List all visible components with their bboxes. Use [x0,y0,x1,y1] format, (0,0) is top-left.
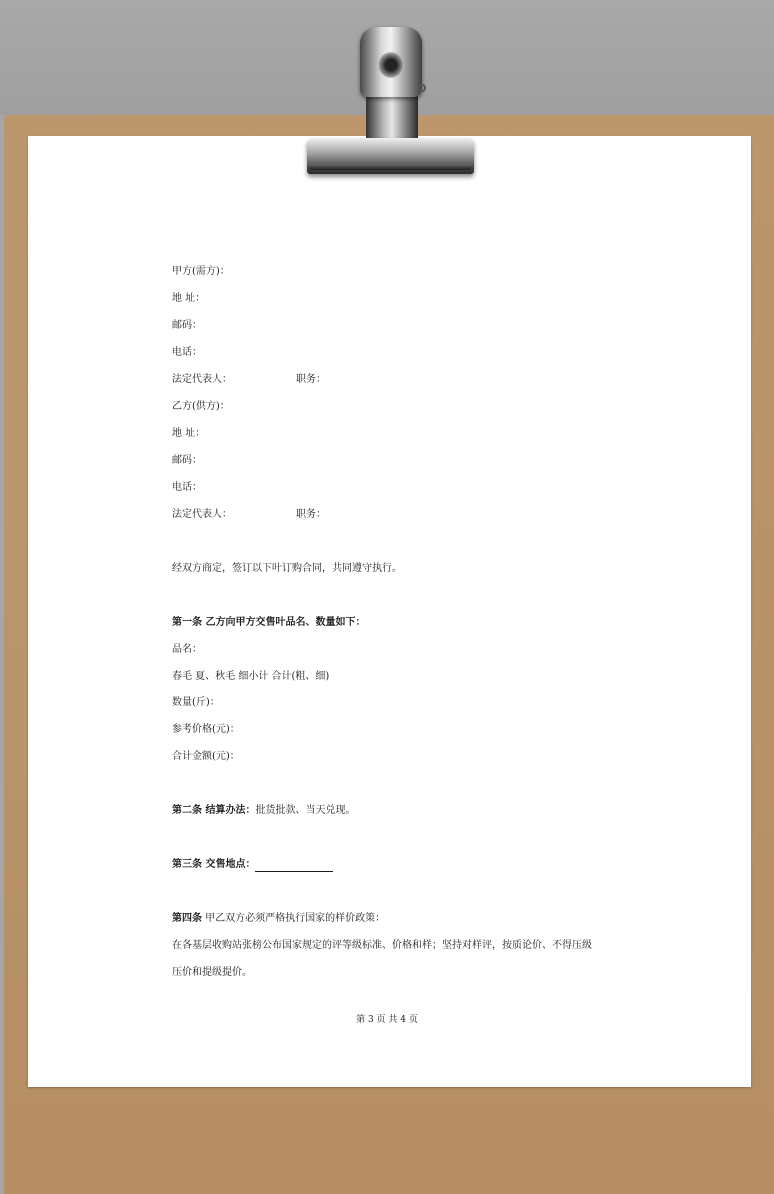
article3-label: 第三条 交售地点： [172,859,256,870]
party-a-phone: 电话： [172,347,202,358]
clip-pin-icon [418,84,426,92]
party-a-address: 地 址： [172,293,206,304]
clip-hole-icon [378,52,404,78]
clip-base-edge [309,164,472,170]
article4-label: 第四条 [172,913,202,924]
article2-label: 第二条 结算办法： [172,805,256,816]
party-b-phone: 电话： [172,482,202,493]
page-number: 第 3 页 共 4 页 [356,1015,418,1025]
party-b-legal-rep: 法定代表人： [172,509,232,520]
article1-ref-price: 参考价格(元)： [172,724,240,735]
article3-blank-line [255,861,333,872]
article4-text: 甲乙双方必须严格执行国家的样价政策： [202,913,386,924]
article4 [172,912,385,926]
party-a-postcode: 邮码： [172,320,202,331]
party-a-position: 职务： [296,374,326,385]
article2-text: 批货批款、当天兑现。 [255,805,356,816]
party-b-position: 职务： [296,509,326,520]
article1-heading: 第一条 乙方向甲方交售叶品名、数量如下： [172,617,366,628]
party-a-legal-rep: 法定代表人： [172,374,232,385]
article4-line1: 在各基层收购站张榜公布国家规定的评等级标准、价格和样；坚持对样评，按质论价、不得压级 [172,940,592,951]
article1-grades: 春毛 夏、秋毛 细小计 合计(粗、细) [172,671,330,682]
article2 [172,804,355,818]
party-b-address: 地 址： [172,428,206,439]
article3 [172,858,333,872]
party-b-postcode: 邮码： [172,455,202,466]
contract-intro: 经双方商定，签订以下叶订购合同，共同遵守执行。 [172,563,402,574]
party-a-title: 甲方(需方)： [172,266,230,277]
article4-line2: 压价和提级提价。 [172,967,252,978]
article1-product-name: 品名： [172,644,202,655]
article1-quantity: 数量(斤)： [172,697,220,708]
article1-total-amount: 合计金额(元)： [172,751,240,762]
clip-neck [366,90,418,142]
party-b-title: 乙方(供方)： [172,401,230,412]
